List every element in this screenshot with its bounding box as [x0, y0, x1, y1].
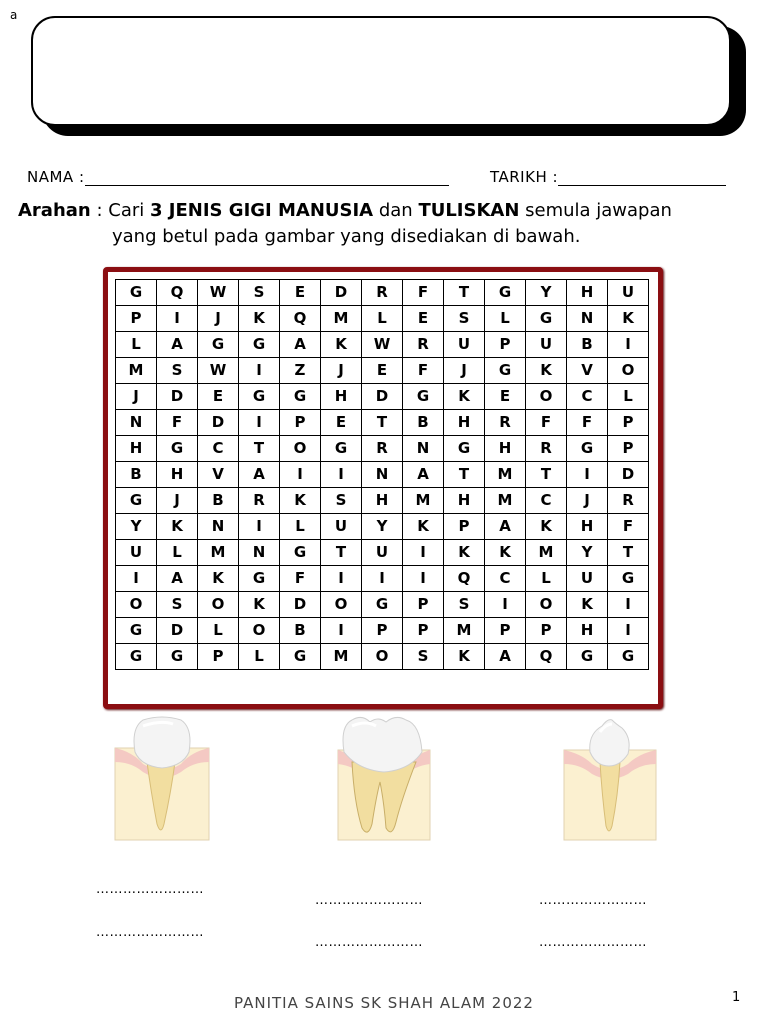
title-banner: [31, 16, 731, 126]
grid-cell[interactable]: B: [280, 618, 321, 644]
grid-cell[interactable]: K: [567, 592, 608, 618]
grid-cell[interactable]: G: [198, 332, 239, 358]
grid-cell[interactable]: K: [403, 514, 444, 540]
grid-cell[interactable]: I: [362, 566, 403, 592]
grid-cell[interactable]: M: [321, 644, 362, 670]
grid-cell[interactable]: P: [608, 410, 649, 436]
grid-cell[interactable]: G: [116, 280, 157, 306]
grid-cell[interactable]: S: [403, 644, 444, 670]
grid-cell[interactable]: O: [526, 592, 567, 618]
grid-cell[interactable]: L: [116, 332, 157, 358]
grid-cell[interactable]: J: [321, 358, 362, 384]
grid-cell[interactable]: P: [198, 644, 239, 670]
canine-tooth-image: [562, 716, 658, 842]
corner-mark: a: [10, 8, 18, 22]
date-blank-line[interactable]: [558, 169, 726, 186]
grid-cell[interactable]: N: [198, 514, 239, 540]
grid-cell[interactable]: L: [362, 306, 403, 332]
grid-cell[interactable]: S: [444, 592, 485, 618]
date-field: [490, 168, 726, 186]
grid-cell[interactable]: U: [608, 280, 649, 306]
grid-cell[interactable]: U: [526, 332, 567, 358]
name-label: NAMA :: [27, 168, 85, 186]
grid-cell[interactable]: G: [567, 436, 608, 462]
instruction-text-e: semula jawapan: [519, 200, 672, 221]
grid-cell[interactable]: Q: [157, 280, 198, 306]
grid-cell[interactable]: G: [157, 644, 198, 670]
grid-cell[interactable]: K: [239, 592, 280, 618]
grid-cell[interactable]: O: [321, 592, 362, 618]
grid-cell[interactable]: G: [116, 618, 157, 644]
grid-cell[interactable]: H: [567, 514, 608, 540]
grid-cell[interactable]: K: [444, 384, 485, 410]
instruction-text-c: dan: [373, 200, 419, 221]
grid-cell[interactable]: I: [608, 592, 649, 618]
grid-cell[interactable]: I: [567, 462, 608, 488]
grid-cell[interactable]: G: [239, 384, 280, 410]
name-blank-line[interactable]: [85, 169, 449, 186]
grid-cell[interactable]: S: [157, 592, 198, 618]
grid-cell[interactable]: M: [321, 306, 362, 332]
page-number: 1: [732, 990, 741, 1005]
grid-cell[interactable]: H: [567, 618, 608, 644]
grid-cell[interactable]: B: [198, 488, 239, 514]
grid-cell[interactable]: K: [526, 514, 567, 540]
grid-cell[interactable]: J: [444, 358, 485, 384]
grid-cell[interactable]: Y: [526, 280, 567, 306]
grid-cell[interactable]: M: [116, 358, 157, 384]
grid-row: [116, 488, 649, 514]
grid-cell[interactable]: Y: [362, 514, 403, 540]
instruction-emph-1: 3 JENIS GIGI MANUSIA: [150, 200, 374, 221]
grid-cell[interactable]: A: [280, 332, 321, 358]
grid-cell[interactable]: A: [239, 462, 280, 488]
grid-cell[interactable]: G: [239, 332, 280, 358]
grid-cell[interactable]: V: [567, 358, 608, 384]
grid-cell[interactable]: G: [321, 436, 362, 462]
grid-cell[interactable]: D: [157, 384, 198, 410]
grid-cell[interactable]: M: [485, 488, 526, 514]
grid-cell[interactable]: R: [403, 332, 444, 358]
instruction-text-a: Cari: [108, 200, 151, 221]
grid-cell[interactable]: D: [321, 280, 362, 306]
grid-cell[interactable]: T: [608, 540, 649, 566]
grid-cell[interactable]: R: [239, 488, 280, 514]
grid-cell[interactable]: I: [280, 462, 321, 488]
grid-row: [116, 592, 649, 618]
grid-cell[interactable]: N: [362, 462, 403, 488]
grid-cell[interactable]: I: [239, 410, 280, 436]
grid-cell[interactable]: S: [157, 358, 198, 384]
instruction-line-2: yang betul pada gambar yang disediakan di bawah.: [112, 226, 581, 247]
grid-row: [116, 410, 649, 436]
grid-cell[interactable]: Z: [280, 358, 321, 384]
grid-cell[interactable]: G: [362, 592, 403, 618]
grid-cell[interactable]: R: [526, 436, 567, 462]
grid-cell[interactable]: Q: [526, 644, 567, 670]
grid-cell[interactable]: F: [157, 410, 198, 436]
grid-cell[interactable]: N: [116, 410, 157, 436]
grid-cell[interactable]: L: [239, 644, 280, 670]
grid-cell[interactable]: L: [280, 514, 321, 540]
grid-cell[interactable]: H: [157, 462, 198, 488]
grid-cell[interactable]: F: [526, 410, 567, 436]
grid-cell[interactable]: P: [280, 410, 321, 436]
grid-cell[interactable]: D: [198, 410, 239, 436]
grid-cell[interactable]: G: [403, 384, 444, 410]
grid-cell[interactable]: R: [362, 280, 403, 306]
grid-cell[interactable]: H: [362, 488, 403, 514]
answer-line-2a[interactable]: ……………………: [315, 893, 423, 908]
grid-cell[interactable]: G: [608, 644, 649, 670]
incisor-tooth-image: [113, 712, 211, 842]
grid-cell[interactable]: P: [526, 618, 567, 644]
grid-cell[interactable]: H: [444, 410, 485, 436]
grid-cell[interactable]: M: [444, 618, 485, 644]
grid-cell[interactable]: E: [280, 280, 321, 306]
grid-cell[interactable]: K: [485, 540, 526, 566]
grid-cell[interactable]: G: [280, 384, 321, 410]
grid-cell[interactable]: U: [444, 332, 485, 358]
grid-cell[interactable]: W: [198, 358, 239, 384]
grid-cell[interactable]: G: [280, 540, 321, 566]
grid-cell[interactable]: F: [403, 358, 444, 384]
grid-row: [116, 358, 649, 384]
grid-cell[interactable]: I: [116, 566, 157, 592]
grid-cell[interactable]: K: [157, 514, 198, 540]
grid-cell[interactable]: Q: [444, 566, 485, 592]
grid-cell[interactable]: M: [403, 488, 444, 514]
grid-cell[interactable]: K: [444, 644, 485, 670]
grid-row: [116, 306, 649, 332]
grid-row: [116, 618, 649, 644]
answer-line-2b[interactable]: ……………………: [315, 935, 423, 950]
grid-cell[interactable]: P: [116, 306, 157, 332]
grid-cell[interactable]: H: [116, 436, 157, 462]
grid-cell[interactable]: R: [485, 410, 526, 436]
grid-cell[interactable]: I: [239, 358, 280, 384]
grid-cell[interactable]: C: [485, 566, 526, 592]
grid-cell[interactable]: T: [239, 436, 280, 462]
grid-cell[interactable]: W: [362, 332, 403, 358]
footer-text: PANITIA SAINS SK SHAH ALAM 2022: [234, 994, 534, 1012]
grid-cell[interactable]: M: [526, 540, 567, 566]
instruction-block: [18, 198, 738, 250]
grid-cell[interactable]: L: [608, 384, 649, 410]
grid-cell[interactable]: T: [444, 280, 485, 306]
grid-row: [116, 540, 649, 566]
word-search-board: [103, 267, 663, 709]
answer-line-1b[interactable]: ……………………: [96, 925, 204, 940]
grid-cell[interactable]: H: [321, 384, 362, 410]
grid-cell[interactable]: R: [608, 488, 649, 514]
grid-cell[interactable]: F: [280, 566, 321, 592]
grid-cell[interactable]: N: [567, 306, 608, 332]
grid-cell[interactable]: P: [485, 332, 526, 358]
instruction-separator: :: [96, 200, 103, 221]
grid-cell[interactable]: B: [567, 332, 608, 358]
grid-cell[interactable]: O: [239, 618, 280, 644]
grid-cell[interactable]: I: [608, 332, 649, 358]
grid-cell[interactable]: K: [321, 332, 362, 358]
answer-line-3b[interactable]: ……………………: [539, 935, 647, 950]
grid-cell[interactable]: F: [608, 514, 649, 540]
grid-row: [116, 384, 649, 410]
grid-cell[interactable]: F: [403, 280, 444, 306]
grid-cell[interactable]: M: [198, 540, 239, 566]
grid-cell[interactable]: E: [403, 306, 444, 332]
grid-cell[interactable]: K: [280, 488, 321, 514]
grid-cell[interactable]: I: [403, 540, 444, 566]
grid-cell[interactable]: E: [321, 410, 362, 436]
name-field: [27, 168, 449, 186]
grid-cell[interactable]: L: [526, 566, 567, 592]
grid-cell[interactable]: D: [280, 592, 321, 618]
grid-cell[interactable]: Y: [567, 540, 608, 566]
grid-cell[interactable]: J: [157, 488, 198, 514]
grid-cell[interactable]: O: [198, 592, 239, 618]
grid-cell[interactable]: N: [239, 540, 280, 566]
grid-cell[interactable]: L: [157, 540, 198, 566]
grid-cell[interactable]: D: [157, 618, 198, 644]
instruction-emph-2: TULISKAN: [418, 200, 520, 221]
grid-cell[interactable]: O: [362, 644, 403, 670]
grid-row: [116, 436, 649, 462]
grid-cell[interactable]: U: [116, 540, 157, 566]
word-search-grid: [115, 279, 649, 670]
grid-cell[interactable]: O: [608, 358, 649, 384]
grid-cell[interactable]: A: [403, 462, 444, 488]
grid-cell[interactable]: I: [239, 514, 280, 540]
grid-cell[interactable]: K: [239, 306, 280, 332]
grid-cell[interactable]: I: [321, 618, 362, 644]
grid-cell[interactable]: E: [198, 384, 239, 410]
grid-cell[interactable]: P: [362, 618, 403, 644]
grid-cell[interactable]: G: [239, 566, 280, 592]
grid-cell[interactable]: G: [526, 306, 567, 332]
grid-cell[interactable]: T: [321, 540, 362, 566]
grid-cell[interactable]: C: [198, 436, 239, 462]
answer-line-1a[interactable]: ……………………: [96, 882, 204, 897]
grid-cell[interactable]: G: [444, 436, 485, 462]
grid-cell[interactable]: H: [444, 488, 485, 514]
grid-cell[interactable]: K: [526, 358, 567, 384]
grid-cell[interactable]: N: [403, 436, 444, 462]
grid-cell[interactable]: I: [485, 592, 526, 618]
date-label: TARIKH :: [490, 168, 559, 186]
grid-cell[interactable]: G: [116, 488, 157, 514]
grid-cell[interactable]: O: [116, 592, 157, 618]
grid-cell[interactable]: C: [567, 384, 608, 410]
grid-cell[interactable]: I: [321, 566, 362, 592]
grid-cell[interactable]: P: [444, 514, 485, 540]
grid-cell[interactable]: L: [198, 618, 239, 644]
grid-cell[interactable]: F: [567, 410, 608, 436]
grid-cell[interactable]: G: [608, 566, 649, 592]
grid-row: [116, 280, 649, 306]
grid-cell[interactable]: E: [362, 358, 403, 384]
grid-cell[interactable]: P: [403, 618, 444, 644]
grid-cell[interactable]: D: [362, 384, 403, 410]
grid-row: [116, 644, 649, 670]
grid-cell[interactable]: I: [157, 306, 198, 332]
grid-cell[interactable]: A: [157, 332, 198, 358]
grid-cell[interactable]: P: [403, 592, 444, 618]
grid-cell[interactable]: Q: [280, 306, 321, 332]
grid-cell[interactable]: B: [403, 410, 444, 436]
grid-cell[interactable]: A: [485, 644, 526, 670]
grid-cell[interactable]: W: [198, 280, 239, 306]
instruction-label: Arahan: [18, 200, 91, 221]
grid-cell[interactable]: K: [608, 306, 649, 332]
grid-cell[interactable]: C: [526, 488, 567, 514]
grid-cell[interactable]: G: [567, 644, 608, 670]
grid-cell[interactable]: J: [198, 306, 239, 332]
grid-cell[interactable]: G: [485, 358, 526, 384]
grid-cell[interactable]: S: [444, 306, 485, 332]
grid-cell[interactable]: I: [321, 462, 362, 488]
grid-cell[interactable]: S: [239, 280, 280, 306]
grid-cell[interactable]: L: [485, 306, 526, 332]
grid-cell[interactable]: I: [608, 618, 649, 644]
grid-cell[interactable]: T: [444, 462, 485, 488]
grid-cell[interactable]: B: [116, 462, 157, 488]
grid-row: [116, 566, 649, 592]
grid-cell[interactable]: G: [116, 644, 157, 670]
grid-cell[interactable]: D: [608, 462, 649, 488]
grid-cell[interactable]: T: [362, 410, 403, 436]
grid-cell[interactable]: H: [485, 436, 526, 462]
grid-cell[interactable]: V: [198, 462, 239, 488]
answer-line-3a[interactable]: ……………………: [539, 893, 647, 908]
grid-cell[interactable]: R: [362, 436, 403, 462]
grid-cell[interactable]: G: [280, 644, 321, 670]
grid-cell[interactable]: J: [567, 488, 608, 514]
grid-cell[interactable]: K: [444, 540, 485, 566]
grid-cell[interactable]: S: [321, 488, 362, 514]
grid-row: [116, 514, 649, 540]
grid-cell[interactable]: P: [608, 436, 649, 462]
grid-cell[interactable]: I: [403, 566, 444, 592]
molar-tooth-image: [336, 712, 432, 842]
grid-cell[interactable]: Y: [116, 514, 157, 540]
grid-cell[interactable]: J: [116, 384, 157, 410]
grid-cell[interactable]: O: [526, 384, 567, 410]
grid-cell[interactable]: U: [321, 514, 362, 540]
grid-cell[interactable]: T: [526, 462, 567, 488]
grid-cell[interactable]: H: [567, 280, 608, 306]
grid-cell[interactable]: G: [157, 436, 198, 462]
grid-row: [116, 332, 649, 358]
grid-cell[interactable]: P: [485, 618, 526, 644]
grid-cell[interactable]: M: [485, 462, 526, 488]
grid-cell[interactable]: A: [157, 566, 198, 592]
grid-row: [116, 462, 649, 488]
grid-cell[interactable]: E: [485, 384, 526, 410]
grid-cell[interactable]: O: [280, 436, 321, 462]
grid-cell[interactable]: U: [567, 566, 608, 592]
grid-cell[interactable]: A: [485, 514, 526, 540]
grid-cell[interactable]: K: [198, 566, 239, 592]
grid-cell[interactable]: G: [485, 280, 526, 306]
grid-cell[interactable]: U: [362, 540, 403, 566]
